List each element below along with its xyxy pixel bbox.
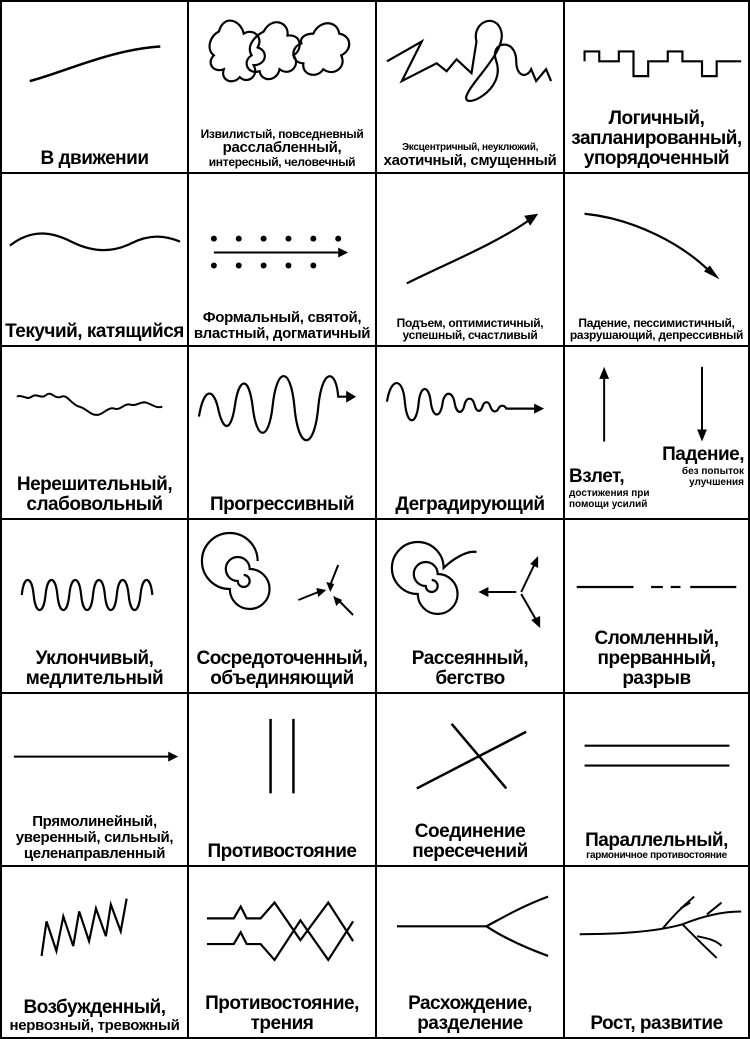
cell-formal: [187, 172, 377, 347]
progressive-label-line: Прогрессивный: [209, 493, 355, 515]
cell-friction: [187, 865, 377, 1039]
excited-label: [2, 998, 187, 1034]
focused-label: [189, 649, 375, 689]
rise-label: [377, 317, 563, 342]
evasive-label-line: медлительный: [25, 667, 164, 689]
divergence-label: [377, 994, 563, 1034]
scattered-label: [377, 649, 563, 689]
cell-degrading: [375, 345, 565, 520]
broken-label: [565, 629, 748, 689]
winding-label-line: Извилистый, повседневный: [200, 126, 364, 141]
rise-label-line: Подъем, оптимистичный,: [396, 315, 544, 330]
straight-label: [2, 814, 187, 862]
parallel-label-line: гармоничное противостояние: [586, 850, 727, 862]
indecisive-label-line: Нерешительный,: [16, 473, 173, 495]
cell-fall: [563, 172, 750, 347]
flowing-label: [2, 322, 187, 342]
cell-winding: [187, 0, 377, 174]
indecisive-label-line: слабовольный: [26, 493, 163, 515]
divergence-label-line: разделение: [417, 1012, 523, 1034]
cell-motion: [0, 0, 189, 174]
scattered-label-line: бегство: [435, 667, 505, 689]
rise-label-line: успешный, счастливый: [402, 328, 538, 343]
evasive-label: [2, 649, 187, 689]
cell-flowing: [0, 172, 189, 347]
friction-label-line: трения: [250, 1012, 314, 1034]
progressive-line-glyph: [189, 347, 375, 518]
fall-label: [565, 317, 748, 342]
cell-divergence: [375, 865, 565, 1039]
fall-sub2: улучшения: [689, 477, 744, 488]
cell-logical: [563, 0, 750, 174]
evasive-label-line: Уклончивый,: [35, 647, 154, 669]
degrading-label-line: Деградирующий: [395, 493, 545, 515]
winding-label-line: интересный, человечный: [208, 155, 356, 170]
cell-excited: [0, 865, 189, 1039]
cell-indecisive: [0, 345, 189, 520]
eccentric-label: [377, 143, 563, 169]
intersection-label-line: Соединение: [414, 820, 526, 842]
cell-eccentric: [375, 0, 565, 174]
motion-label-line: В движении: [40, 147, 149, 169]
focused-label-line: Сосредоточенный,: [196, 647, 368, 669]
cell-takeoff: [563, 345, 750, 520]
cell-progressive: [187, 345, 377, 520]
takeoff-sub1: достижения при: [569, 488, 650, 499]
cell-scattered: [375, 518, 565, 694]
broken-label-line: прерванный,: [597, 647, 716, 669]
cell-parallel: [563, 692, 750, 867]
cell-straight: [0, 692, 189, 867]
logical-label-line: Логичный,: [608, 107, 705, 129]
eccentric-label-line: Эксцентричный, неуклюжий,: [401, 141, 539, 153]
intersection-label: [377, 822, 563, 862]
broken-label-line: разрыв: [622, 667, 691, 689]
cell-growth: [563, 865, 750, 1039]
motion-label: [2, 149, 187, 169]
straight-label-line: Прямолинейный,: [32, 813, 157, 831]
formal-label-line: Формальный, святой,: [202, 309, 362, 327]
takeoff-label: [569, 466, 650, 510]
logical-label: [565, 109, 748, 169]
indecisive-label: [2, 475, 187, 515]
opposition-label: [189, 842, 375, 862]
logical-label-line: упорядоченный: [583, 147, 730, 169]
straight-label-line: целенаправленный: [23, 845, 166, 863]
logical-label-line: запланированный,: [571, 127, 742, 149]
cell-focused: [187, 518, 377, 694]
fall-sub1: без попыток: [681, 466, 744, 477]
progressive-label: [189, 495, 375, 515]
growth-label-line: Рост, развитие: [590, 1012, 723, 1034]
cell-intersection: [375, 692, 565, 867]
friction-label: [189, 994, 375, 1034]
growth-label: [565, 1014, 748, 1034]
parallel-label-line: Параллельный,: [585, 830, 728, 852]
formal-label: [189, 310, 375, 342]
formal-label-line: властный, догматичный: [193, 325, 371, 343]
friction-label-line: Противостояние,: [205, 992, 359, 1014]
straight-label-line: уверенный, сильный,: [15, 829, 174, 847]
degrading-line-glyph: [377, 347, 563, 518]
cell-broken: [563, 518, 750, 694]
winding-label: [189, 128, 375, 169]
fall-label-line: Падение, пессимистичный,: [578, 315, 735, 330]
degrading-label: [377, 495, 563, 515]
cell-rise: [375, 172, 565, 347]
parallel-label: [565, 831, 748, 862]
fall-title: Падение,: [662, 444, 744, 465]
excited-label-line: Возбужденный,: [23, 996, 166, 1018]
scattered-label-line: Рассеянный,: [411, 647, 529, 669]
takeoff-title: Взлет,: [569, 466, 625, 487]
flowing-label-line: Текучий, катящийся: [5, 320, 184, 342]
eccentric-label-line: хаотичный, смущенный: [383, 152, 557, 170]
takeoff-sub2: помощи усилий: [569, 499, 648, 510]
focused-label-line: объединяющий: [210, 667, 354, 689]
divergence-label-line: Расхождение,: [408, 992, 532, 1014]
cell-evasive: [0, 518, 189, 694]
intersection-label-line: пересечений: [412, 840, 528, 862]
cell-opposition: [187, 692, 377, 867]
fall-label: [662, 444, 744, 488]
opposition-label-line: Противостояние: [207, 840, 357, 862]
broken-label-line: Сломленный,: [594, 627, 719, 649]
winding-label-line: расслабленный,: [222, 139, 342, 157]
growth-line-glyph: [565, 867, 748, 1037]
excited-label-line: нервозный, тревожный: [9, 1017, 180, 1035]
fall-label-line: разрушающий, депрессивный: [569, 328, 744, 343]
opposition-line-glyph: [189, 694, 375, 865]
flowing-line-glyph: [2, 174, 187, 345]
motion-line-glyph: [2, 2, 187, 172]
